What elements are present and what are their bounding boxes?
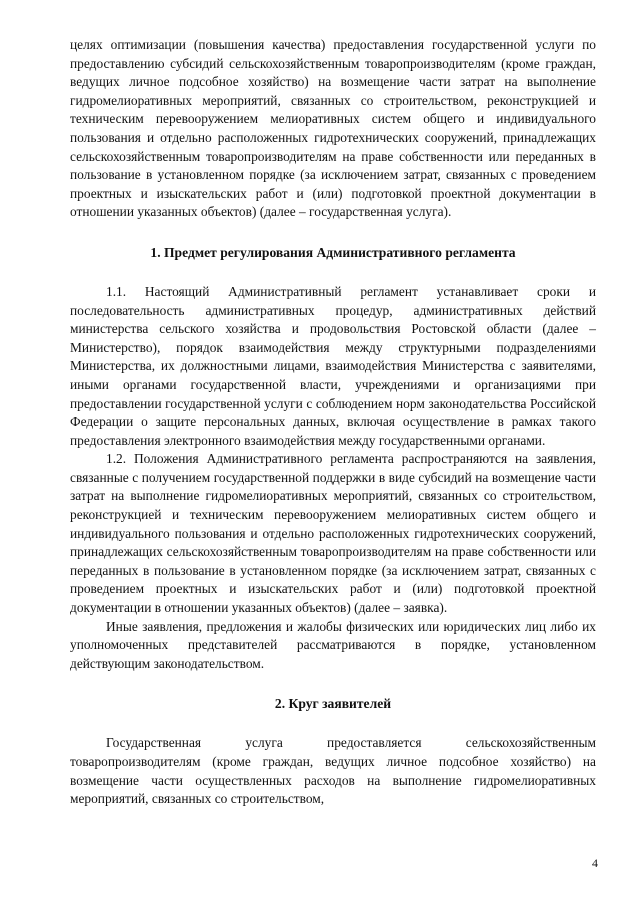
section-1-heading: 1. Предмет регулирования Административного регламента: [150, 244, 516, 260]
paragraph-1-1: 1.1. Настоящий Административный регламент устанавливает сроки и последовательность административных процедур, административных действий министерства сельского хозяйства и продовольствия Ростовской области (далее – Министерство), порядок взаимодействия между структурными подразделениями Министерства, их должностными лицами, взаимодействия Министерства с заявителями, иными органами государственной власти, учреждениями и организациями при предоставлении государственной услуги с соблюдением норм законодательства Российской Федерации о защите персональных данных, включая осуществление в рамках такого предоставления электронного взаимодействия между государственными органами.: [70, 283, 596, 448]
intro-continuation-paragraph: целях оптимизации (повышения качества) предоставления государственной услуги по предоставлению субсидий сельскохозяйственным товаропроизводителям (кроме граждан, ведущих личное подсобное хозяйство) на возмещение части затрат на выполнение гидромелиоративных мероприятий, связанных со строительством, реконструкцией и техническим перевооружением мелиоративных систем общего и индивидуального пользования и отдельно расположенных гидротехнических сооружений, принадлежащих сельскохозяйственным товаропроизводителям на праве собственности или переданных в пользование в установленном порядке (за исключением затрат, связанных с проведением проектных и изыскательских работ и (или) подготовкой проектной документации в отношении указанных объектов) (далее – государственная услуга).: [70, 37, 596, 220]
section-2-heading: 2. Круг заявителей: [274, 696, 392, 712]
paragraph-1-2: 1.2. Положения Административного регламента распространяются на заявления, связанные с получением государственной поддержки в виде субсидий на возмещение части затрат на выполнение гидромелиоративных мероприятий, связанных со строительством, реконструкцией и техническим перевооружением мелиоративных систем общего и индивидуального пользования и отдельно расположенных гидротехнических сооружений, принадлежащих сельскохозяйственным товаропроизводителям на праве собственности или переданных в пользование в установленном порядке (за исключением затрат, связанных с проведением проектных и изыскательских работ и (или) подготовкой проектной документации в отношении указанных объектов) (далее – заявка).: [70, 451, 596, 616]
paragraph-2-applicants: Государственная услуга предоставляется сельскохозяйственным товаропроизводителям (кроме граждан, ведущих личное подсобное хозяйство) на возмещение части осуществленных расходов на выполнение гидромелиоративных мероприятий, связанных со строительством,: [70, 735, 596, 807]
paragraph-other-applications: Иные заявления, предложения и жалобы физических или юридических лиц либо их уполномоченных представителей рассматриваются в порядке, установленном действующим законодательством.: [70, 618, 596, 671]
page-number: 4: [592, 856, 598, 870]
document-page: [70, 36, 596, 809]
